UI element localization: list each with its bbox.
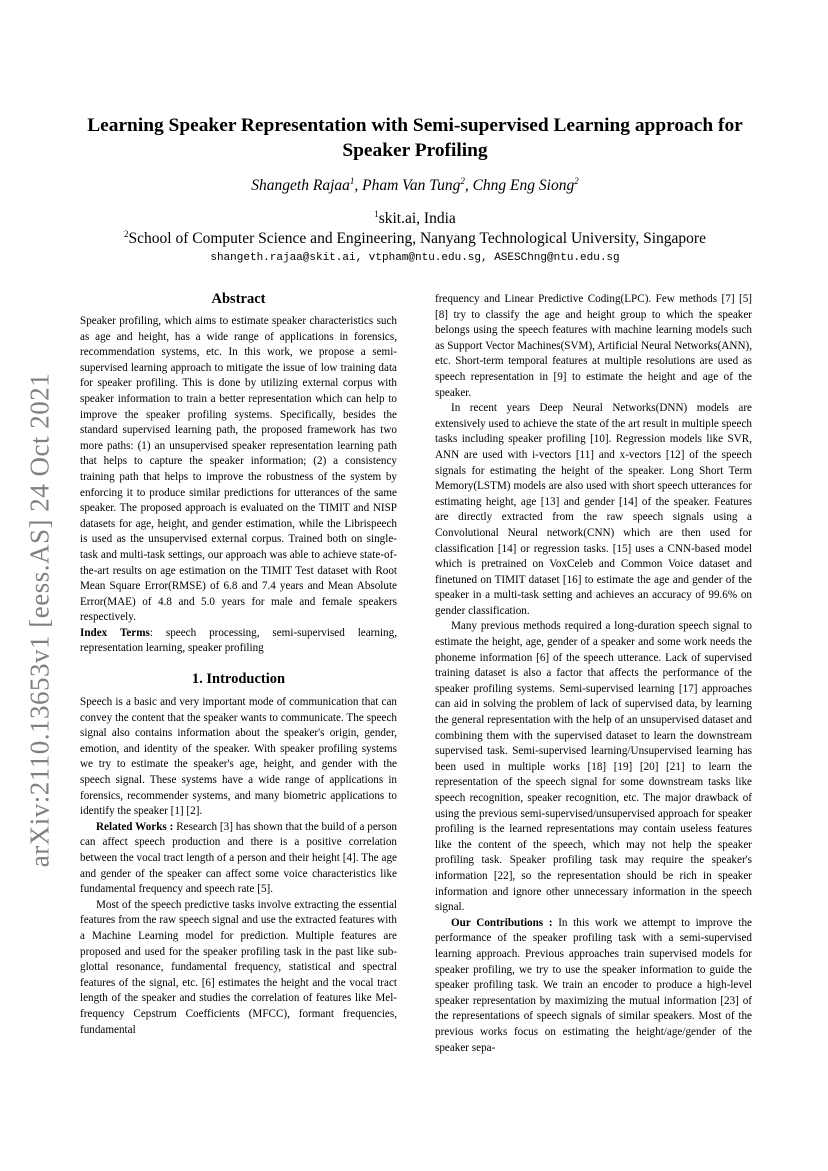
author-mark: 1	[349, 175, 355, 186]
index-terms-text: : speech processing, semi-supervised learning, representation learning, speaker profiling	[80, 626, 397, 655]
affiliation-2	[60, 230, 770, 248]
left-column	[80, 290, 397, 1038]
related-works-text: Research [3] has shown that the build of a person can affect speech production and there is a positive correlation between the vocal tract length of a person and their height [4]. The age and gender of the speaker can affect some voice characteristics like fundamental frequency and speech rate [5].	[80, 820, 397, 896]
author-mark: 2	[460, 175, 465, 186]
author-list: Shangeth Rajaa$^1$, Pham Van Tung$^2$, Chng Eng Siong$^2$	[251, 175, 579, 194]
contributions-paragraph	[435, 916, 752, 1056]
arxiv-stamp: arXiv:2110.13653v1 [eess.AS] 24 Oct 2021	[24, 372, 55, 868]
abstract-heading: Abstract	[211, 291, 266, 307]
affiliation-mark: 1	[374, 208, 379, 219]
intro-paragraph: In recent years Deep Neural Networks(DNN) models are extensively used to achieve the state of the art result in multiple speech tasks including speaker profiling [10]. Regression models like SVR, ANN are used with i-vectors [11] and x-vectors [12] of the speech signals for estimating the height of the speaker. Long Short Term Memory(LSTM) models are also used with short speech utterances for estimating height, age [13] and gender [14] of the speaker. Features are directly extracted from the raw speech signals using a Convolutional Neural network(CNN) which are then used for classification [14] or regression tasks. [15] uses a CNN-based model which is pretrained on VoxCeleb and Common Voice dataset and finetuned on TIMIT dataset [16] to estimate the age and gender of the speaker in a multi-task setting and achieves an accuracy of 99.6% on gender classification.	[435, 402, 752, 617]
contributions-text: In this work we attempt to improve the performance of the speaker profiling task with a semi-supervised learning approach. Previous approaches train supervised models for speaker profiling, we try to use the speaker information to guide the speaker profiling task. We train an encoder to produce a high-level speaker representation by maximizing the mutual information [23] of the representations of speech signals of similar speakers. Most of the previous works focus on estimating the height/age/gender of the speaker sepa-	[435, 916, 753, 1054]
abstract-text: Speaker profiling, which aims to estimate speaker characteristics such as age and height, has a wide range of applications in forensics, recommendation systems, etc. In this work, we propose a semi-supervised learning approach to mitigate the issue of low training data for speaker profiling. This is done by utilizing external corpus with speaker information to train a better representation which can help to improve the speaker profiling systems. Specifically, besides the standard supervised learning path, the proposed framework has two more paths: (1) an unsupervised speaker representation learning path that helps to capture the speaker information; (2) a consistency training path that helps to improve the robustness of the system by enforcing it to produce similar predictions for utterances of the same speaker. The proposed approach is evaluated on the TIMIT and NISP datasets for age, height, and gender estimation, while the Librispeech is used as the unsupervised external corpus. Trained both on single-task and multi-task settings, our approach was able to achieve state-of-the-art results on age estimation on the TIMIT Test dataset with Root Mean Square Error(RMSE) of 6.8 and 7.4 years and Mean Absolute Error(MAE) of 4.8 and 5.0 years for male and female speakers respectively.	[80, 315, 397, 624]
index-terms	[80, 626, 397, 657]
intro-paragraph: Most of the speech predictive tasks involve extracting the essential features from the raw speech signal and use the extracted features with a Machine Learning model for prediction. Multiple features are proposed and used for the speaker profiling task in the past like sub-glottal resonance, fundamental frequency, statistical and spectral features of the signal, etc. [6] estimates the height and the vocal tract length of the speaker and studies the correlation of features like Mel-frequency Cepstrum Coefficients (MFCC), formant frequencies, fundamental	[80, 898, 397, 1036]
contributions-label: Our Contributions :	[451, 916, 553, 929]
affiliation-text: School of Computer Science and Engineering, Nanyang Technological University, Singapore	[128, 230, 706, 247]
author-mark: 2	[574, 175, 579, 186]
right-column	[435, 292, 752, 1056]
arxiv-identifier	[20, 360, 60, 880]
author-name: Pham Van Tung	[362, 177, 461, 194]
author-name: Shangeth Rajaa	[251, 177, 350, 194]
section-heading-introduction: 1. Introduction	[191, 671, 286, 688]
author-name: Chng Eng Siong	[472, 177, 575, 194]
paper-title: Learning Speaker Representation with Semi-supervised Learning approach for Speaker Profiling	[87, 115, 743, 161]
affiliation-1	[80, 210, 750, 228]
related-works-label: Related Works :	[96, 820, 174, 833]
author-emails: shangeth.rajaa@skit.ai, vtpham@ntu.edu.sg, ASESChng@ntu.edu.sg	[210, 252, 620, 264]
affiliation-text: skit.ai, India	[378, 210, 456, 227]
index-terms-label: Index Terms	[80, 626, 150, 639]
intro-paragraph: frequency and Linear Predictive Coding(LPC). Few methods [7] [5] [8] try to classify the age and height group to which the speaker belongs using the speech features with machine learning models such as Support Vector Machines(SVM), Artificial Neural Networks(ANN), etc. Short-term temporal features at multiple resolutions are used as speech representation in [9] to estimate the height and age of the speaker.	[435, 293, 752, 399]
intro-paragraph: Many previous methods required a long-duration speech signal to estimate the height, age, gender of a speaker and some work needs the phoneme information [6] of the speech utterance. Lack of supervised training dataset is also a factor that affects the performance of the speaker profiling systems. Semi-supervised learning [17] approaches can aid in solving the problem of lack of supervised data, by learning the general representation with the help of an unsupervised dataset and combining them with the supervised dataset to learn the downstream supervised task. Semi-supervised learning/Unsupervised learning has been used in multiple works [18] [19] [20] [21] to learn the representation of the speech signal for some downstream tasks like speech recognition, speaker recognition, etc. The major drawback of using the previous semi-supervised/unsupervised approach for speaker profiling is the learned representations may contain useless features like the content of the speech, which may not help the speaker profiling task. Speaker profiling task may require the speaker's information [22], so the representation should be rich in speaker information and ignore other unnecessary information in the speech signal.	[435, 620, 752, 914]
intro-paragraph: Speech is a basic and very important mode of communication that can convey the content that the speaker wants to communicate. The speech signal also contains information about the speaker's origin, gender, emotion, and identity of the speaker. With speaker profiling systems we try to estimate the speaker's age, height, and gender with the speech signal. These systems have a wide range of applications in forensics, recommender systems, and many biometric applications to identify the speaker [1] [2].	[80, 696, 397, 818]
related-works-paragraph	[80, 820, 397, 898]
affiliation-mark: 2	[124, 228, 129, 239]
